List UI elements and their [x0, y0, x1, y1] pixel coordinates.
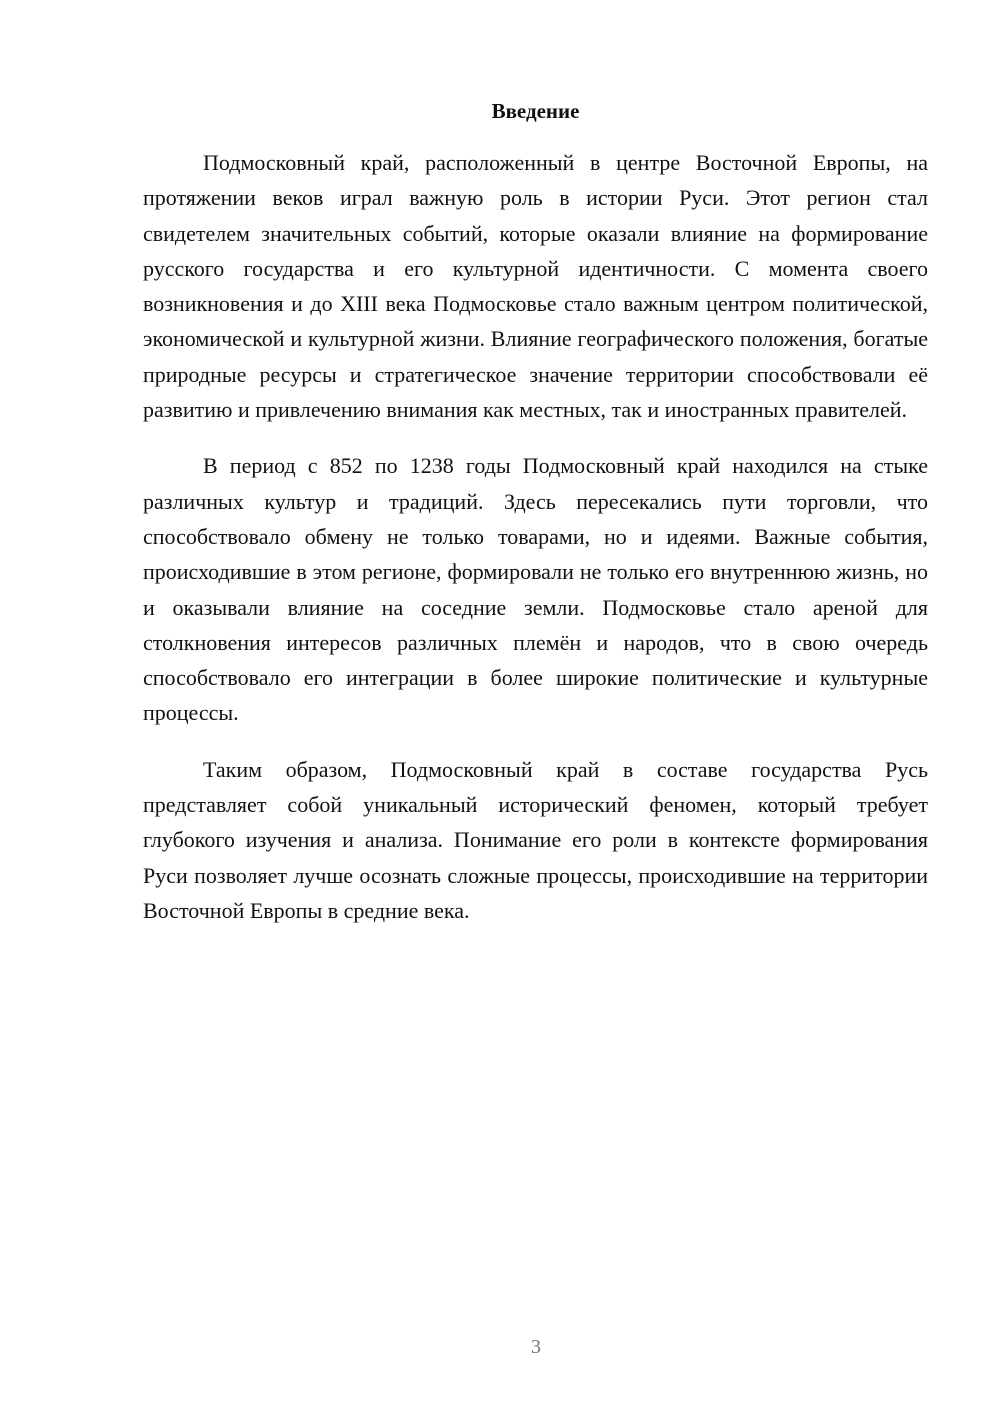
paragraph-3: Таким образом, Подмосковный край в составе государства Русь представляет собой уникальный исторический феномен, который требует глубокого изучения и анализа. Понимание его роли в контексте формирования Руси позволяет лучше осознать сложные процессы, происходившие на территории Восточной Европы в средние века.	[143, 756, 928, 923]
document-body	[143, 145, 928, 928]
paragraph-2: В период с 852 по 1238 годы Подмосковный край находился на стыке различных культур и традиций. Здесь пересекались пути торговли, что способствовало обмену не только товарами, но и идеями. Важные события, происходившие в этом регионе, формировали не только его внутреннюю жизнь, но и оказывали влияние на соседние земли. Подмосковье стало ареной для столкновения интересов различных племён и народов, что в свою очередь способствовало его интеграции в более широкие политические и культурные процессы.	[143, 453, 928, 726]
page-title: Введение	[491, 99, 580, 123]
page-number: 3	[531, 1336, 541, 1358]
paragraph-1: Подмосковный край, расположенный в центре Восточной Европы, на протяжении веков играл важную роль в истории Руси. Этот регион стал свидетелем значительных событий, которые оказали влияние на формирование русского государства и его культурной идентичности. С момента своего возникновения и до XIII века Подмосковье стало важным центром политической, экономической и культурной жизни. Влияние географического положения, богатые природные ресурсы и стратегическое значение территории способствовали её развитию и привлечению внимания как местных, так и иностранных правителей.	[143, 150, 928, 423]
